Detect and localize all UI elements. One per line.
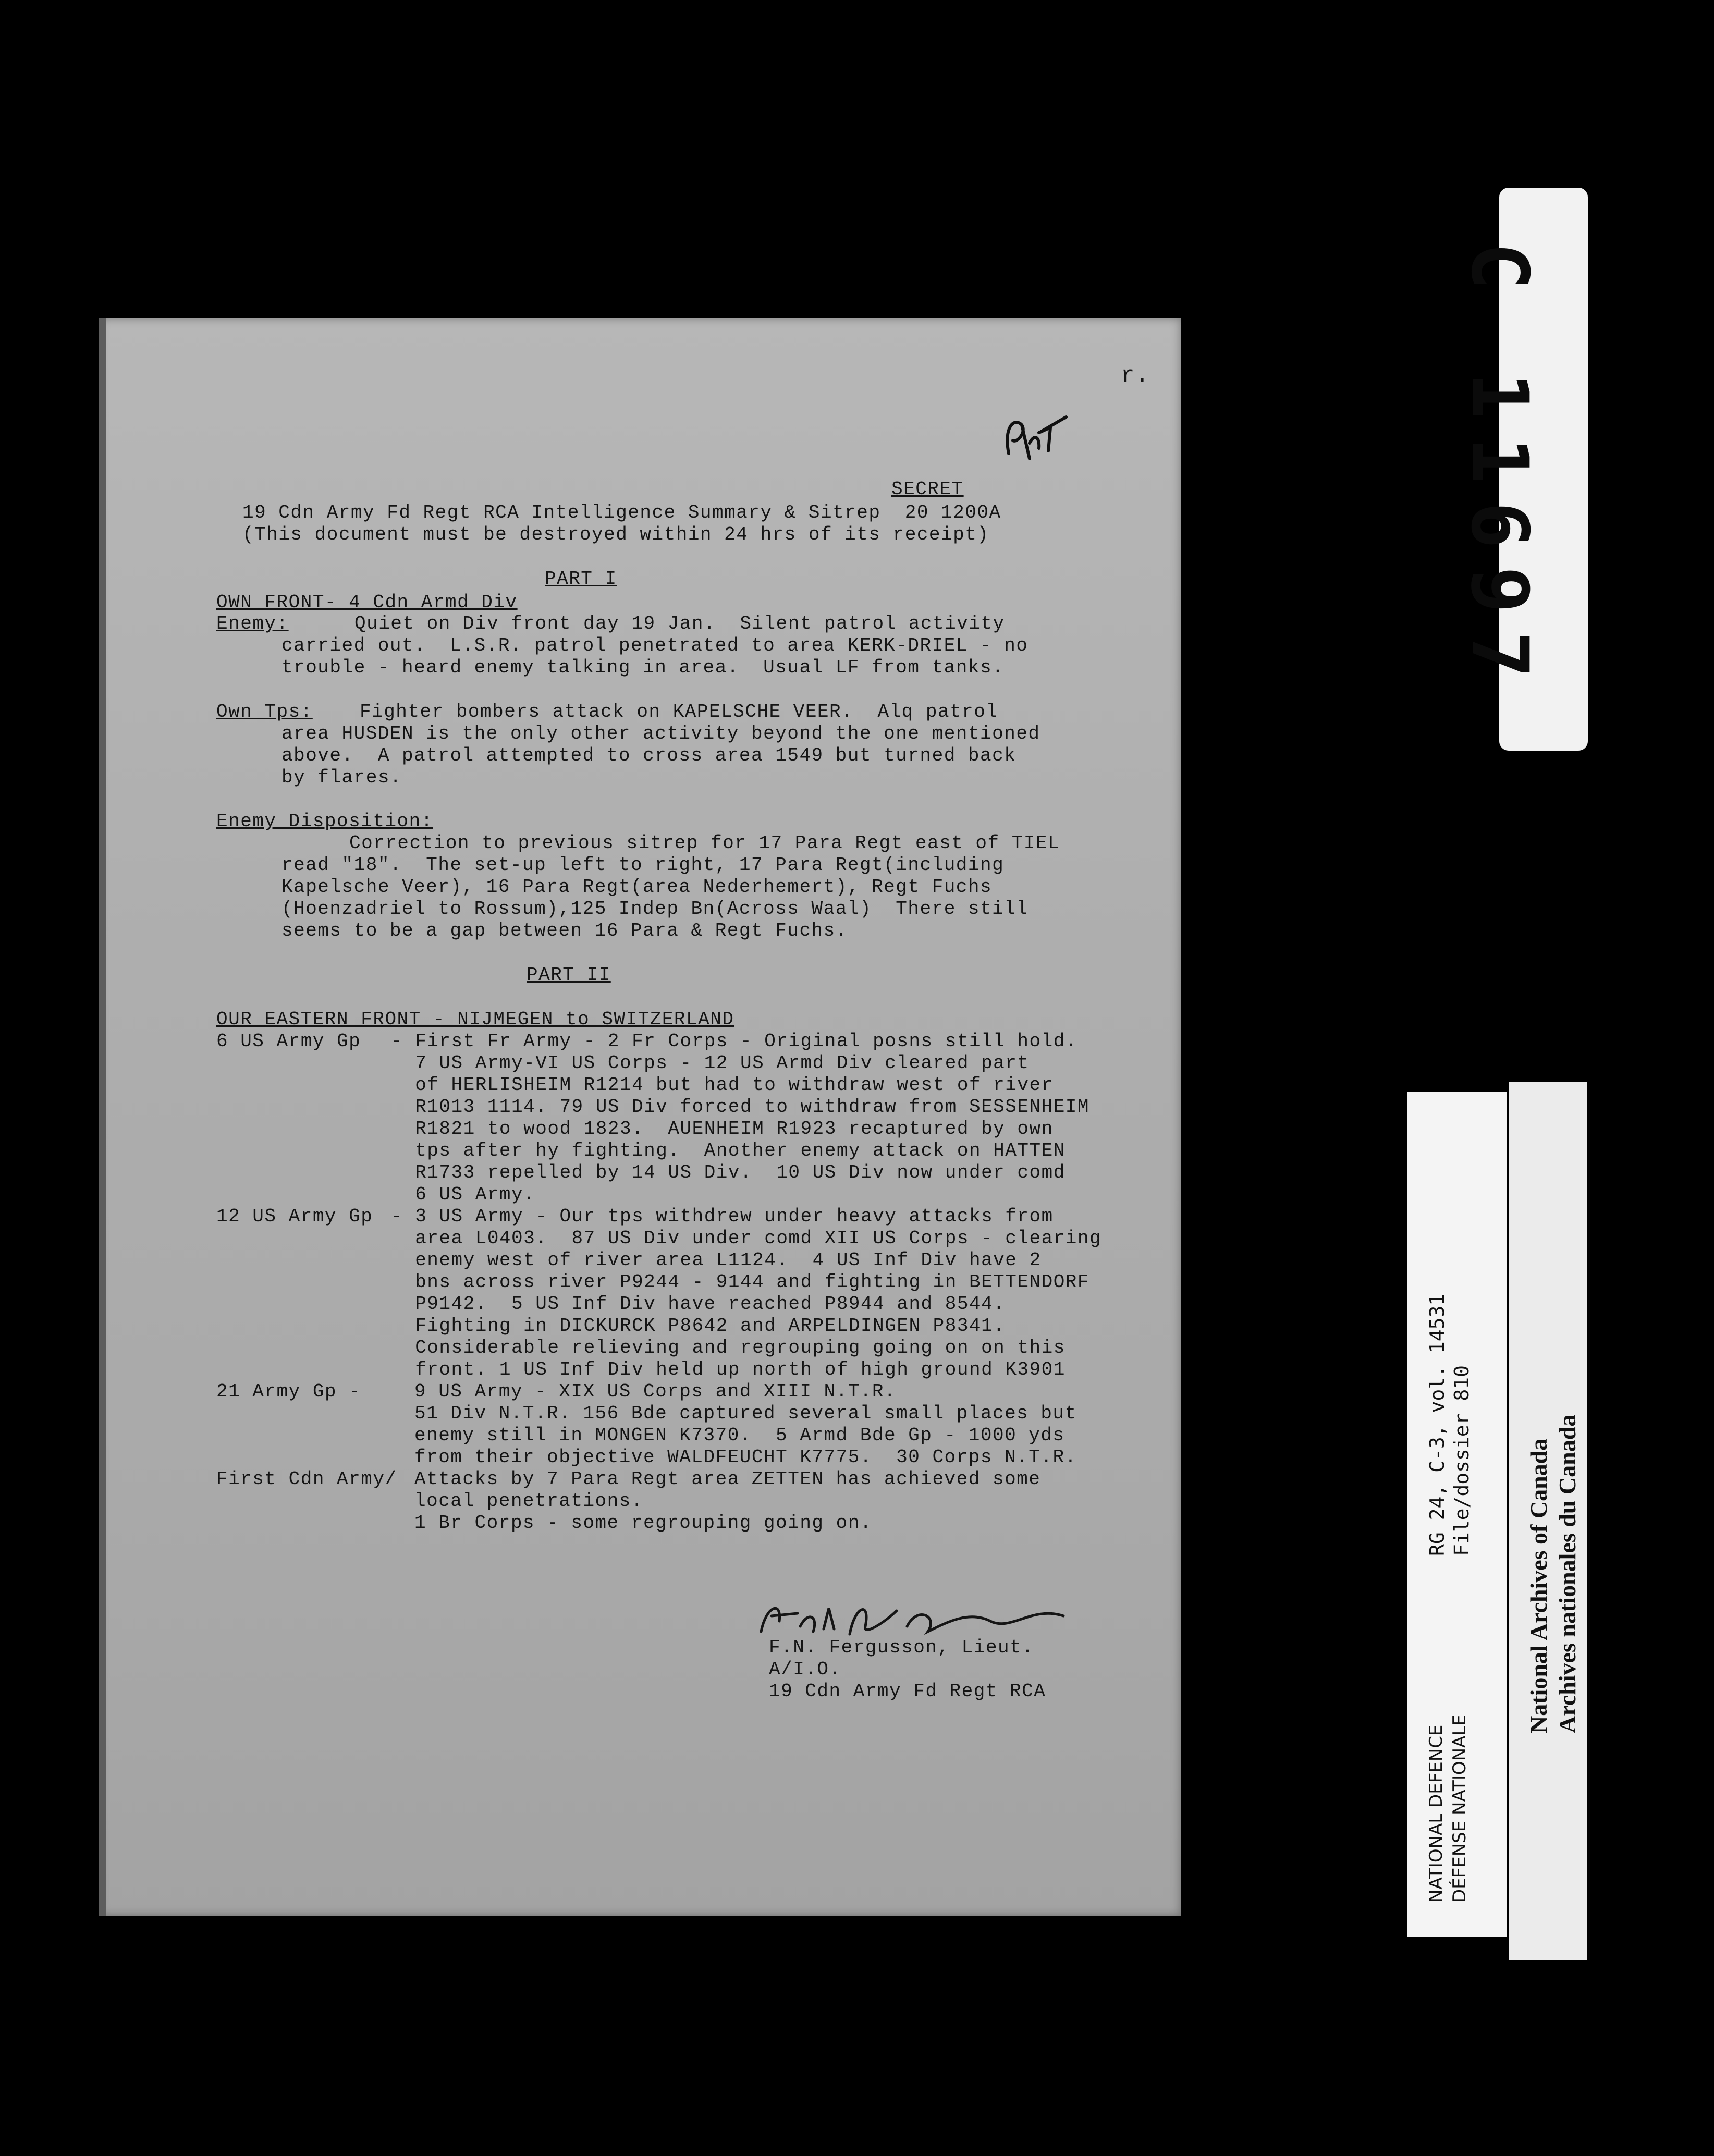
enemy-line-2: carried out. L.S.R. patrol penetrated to area KERK-DRIEL - no: [281, 635, 1029, 656]
entry-line: tps after hy fighting. Another enemy attack on HATTEN: [391, 1140, 1066, 1161]
entry-line: R1821 to wood 1823. AUENHEIM R1923 recaptured by own: [391, 1118, 1054, 1140]
enemy-label: Enemy:: [216, 613, 289, 634]
entry-line: bns across river P9244 - 9144 and fighting in BETTENDORF: [391, 1271, 1090, 1293]
disposition-line-1: Correction to previous sitrep for 17 Para Regt east of TIEL: [349, 832, 1060, 854]
classification-marking: [891, 479, 964, 500]
signature-name: F.N. Fergusson, Lieut.: [769, 1637, 1034, 1658]
enemy-line-1: Quiet on Div front day 19 Jan. Silent patrol activity: [354, 613, 1005, 634]
entry-line: enemy still in MONGEN K7370. 5 Armd Bde Gp - 1000 yds: [414, 1425, 1065, 1446]
entry-line: Fighting in DICKURCK P8642 and ARPELDINGEN P8341.: [391, 1315, 1006, 1337]
reference-line-2: File/dossier 810: [1450, 1365, 1473, 1556]
archives-fr: Archives nationales du Canada: [1554, 1414, 1581, 1733]
disposition-line-5: seems to be a gap between 16 Para & Regt Fuchs.: [281, 920, 848, 941]
handwritten-initials: [998, 396, 1076, 474]
own-tps-line-1: Fighter bombers attack on KAPELSCHE VEER. Alq patrol: [360, 701, 998, 722]
signature-role: A/I.O.: [769, 1659, 841, 1680]
entry-label-6-us-army-gp: 6 US Army Gp: [216, 1031, 361, 1052]
entry-line: R1733 repelled by 14 US Div. 10 US Div now under comd: [391, 1162, 1066, 1183]
entry-label-21-army-gp: 21 Army Gp -: [216, 1381, 361, 1402]
disposition-label: Enemy Disposition:: [216, 811, 433, 832]
entry-line: R1013 1114. 79 US Div forced to withdraw from SESSENHEIM: [391, 1096, 1090, 1118]
entry-line: front. 1 US Inf Div held up north of high ground K3901: [391, 1359, 1066, 1380]
disposition-line-2: read "18". The set-up left to right, 17 Para Regt(including: [281, 854, 1005, 876]
report-title-text: 19 Cdn Army Fd Regt RCA Intelligence Summary & Sitrep: [242, 502, 881, 523]
entry-line: of HERLISHEIM R1214 but had to withdraw west of river: [391, 1074, 1054, 1096]
entry-line: enemy west of river area L1124. 4 US Inf Div have 2: [391, 1250, 1042, 1271]
archives-en: National Archives of Canada: [1525, 1438, 1552, 1733]
entry-line: from their objective WALDFEUCHT K7775. 30 Corps N.T.R.: [414, 1447, 1077, 1468]
signature-unit: 19 Cdn Army Fd Regt RCA: [769, 1681, 1046, 1702]
corner-mark: r.: [1121, 363, 1150, 389]
entry-line: P9142. 5 US Inf Div have reached P8944 and 8544.: [391, 1293, 1006, 1315]
entry-line: Considerable relieving and regrouping going on on this: [391, 1337, 1066, 1358]
reference-line-1: RG 24, C-3, vol. 14531: [1426, 1293, 1449, 1556]
page-edge-shadow: [99, 318, 106, 1916]
entry-line: 9 US Army - XIX US Corps and XIII N.T.R.: [414, 1381, 897, 1402]
entry-label-12-us-army-gp: 12 US Army Gp: [216, 1206, 373, 1227]
eastern-front-heading: OUR EASTERN FRONT - NIJMEGEN to SWITZERLAND: [216, 1009, 734, 1030]
own-tps-line-2: area HUSDEN is the only other activity beyond the one mentioned: [281, 723, 1040, 744]
part2-heading: PART II: [527, 964, 611, 986]
entry-line: 7 US Army-VI US Corps - 12 US Armd Div cleared part: [391, 1052, 1030, 1074]
entry-line: Attacks by 7 Para Regt area ZETTEN has achieved some: [414, 1468, 1041, 1490]
entry-line: 51 Div N.T.R. 156 Bde captured several small places but: [414, 1403, 1077, 1424]
report-title: [242, 502, 1001, 524]
entry-line: 1 Br Corps - some regrouping going on.: [414, 1512, 872, 1534]
entry-label-first-cdn-army: First Cdn Army/: [216, 1468, 397, 1490]
own-tps-line-3: above. A patrol attempted to cross area 1549 but turned back: [281, 745, 1017, 766]
report-dtg: 20 1200A: [904, 502, 1001, 523]
entry-line: local penetrations.: [414, 1490, 643, 1512]
disposition-line-4: (Hoenzadriel to Rossum),125 Indep Bn(Across Waal) There still: [281, 898, 1029, 920]
reel-number: C 11697: [1454, 242, 1545, 696]
dept-fr: DÉFENSE NATIONALE: [1449, 1714, 1470, 1903]
disposition-line-3: Kapelsche Veer), 16 Para Regt(area Nederhemert), Regt Fuchs: [281, 876, 993, 898]
dept-en: NATIONAL DEFENCE: [1426, 1724, 1447, 1903]
entry-line: - First Fr Army - 2 Fr Corps - Original posns still hold.: [391, 1031, 1078, 1052]
entry-line: - 3 US Army - Our tps withdrew under heavy attacks from: [391, 1206, 1054, 1227]
entry-line: 6 US Army.: [391, 1184, 536, 1205]
own-tps-label: Own Tps:: [216, 701, 313, 722]
enemy-line-3: trouble - heard enemy talking in area. Usual LF from tanks.: [281, 657, 1005, 678]
classification-text: SECRET: [891, 479, 964, 500]
destroy-note: (This document must be destroyed within 24 hrs of its receipt): [242, 524, 989, 545]
entry-line: area L0403. 87 US Div under comd XII US Corps - clearing: [391, 1228, 1102, 1249]
own-front-heading: OWN FRONT- 4 Cdn Armd Div: [216, 592, 518, 613]
own-tps-line-4: by flares.: [281, 767, 402, 788]
part1-heading: PART I: [545, 568, 617, 590]
